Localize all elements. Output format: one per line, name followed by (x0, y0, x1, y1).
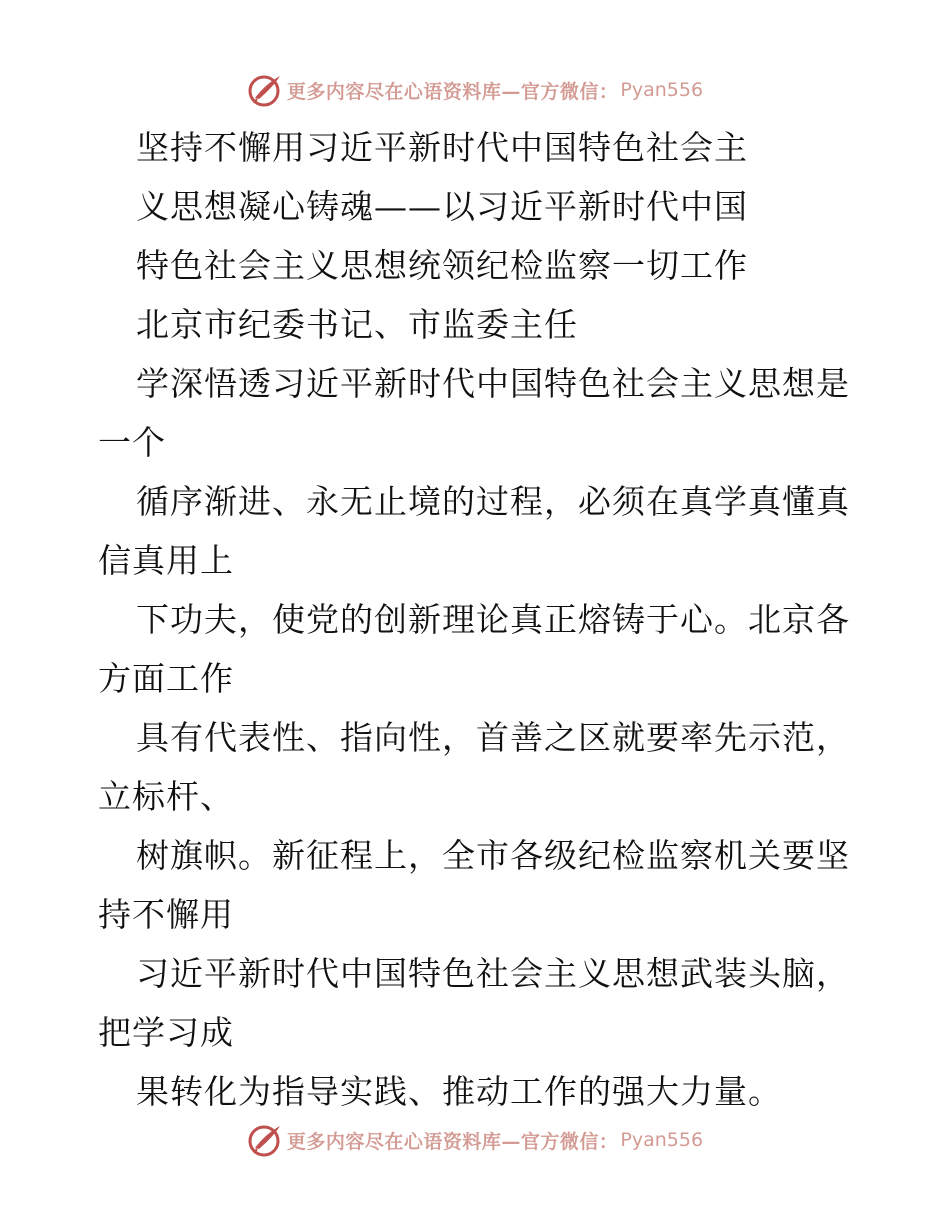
header-watermark (0, 70, 950, 110)
text-line: 下功夫，使党的创新理论真正熔铸于心。北京各 (136, 600, 850, 639)
text-line: 学深悟透习近平新时代中国特色社会主义思想是 (136, 364, 850, 403)
text-line: 坚持不懈用习近平新时代中国特色社会主 (136, 128, 748, 167)
text-line: 具有代表性、指向性，首善之区就要率先示范， (136, 718, 850, 757)
text-line: 立标杆、 (98, 777, 234, 816)
text-line: 循序渐进、永无止境的过程，必须在真学真懂真 (136, 482, 850, 521)
watermark-wechat-id: Pyan556 (620, 79, 704, 101)
watermark-wechat-id: Pyan556 (620, 1129, 704, 1151)
footer-watermark (0, 1120, 950, 1160)
watermark-text: 更多内容尽在心语资料库—官方微信： (286, 80, 619, 103)
text-line: 一个 (98, 423, 166, 462)
quill-logo-icon (247, 1122, 283, 1158)
text-line: 信真用上 (98, 541, 234, 580)
text-line: 持不懈用 (98, 895, 234, 934)
quill-logo-icon (247, 72, 283, 108)
text-line: 树旗帜。新征程上，全市各级纪检监察机关要坚 (136, 836, 850, 875)
text-line: 果转化为指导实践、推动工作的强大力量。 (136, 1072, 782, 1111)
text-line: 北京市纪委书记、市监委主任 (136, 305, 578, 344)
document-body (98, 118, 858, 1121)
watermark-text: 更多内容尽在心语资料库—官方微信： (286, 1130, 619, 1153)
text-line: 习近平新时代中国特色社会主义思想武装头脑， (136, 954, 850, 993)
text-line: 特色社会主义思想统领纪检监察一切工作 (136, 246, 748, 285)
text-line: 义思想凝心铸魂——以习近平新时代中国 (136, 187, 748, 226)
text-line: 把学习成 (98, 1013, 234, 1052)
text-line: 方面工作 (98, 659, 234, 698)
